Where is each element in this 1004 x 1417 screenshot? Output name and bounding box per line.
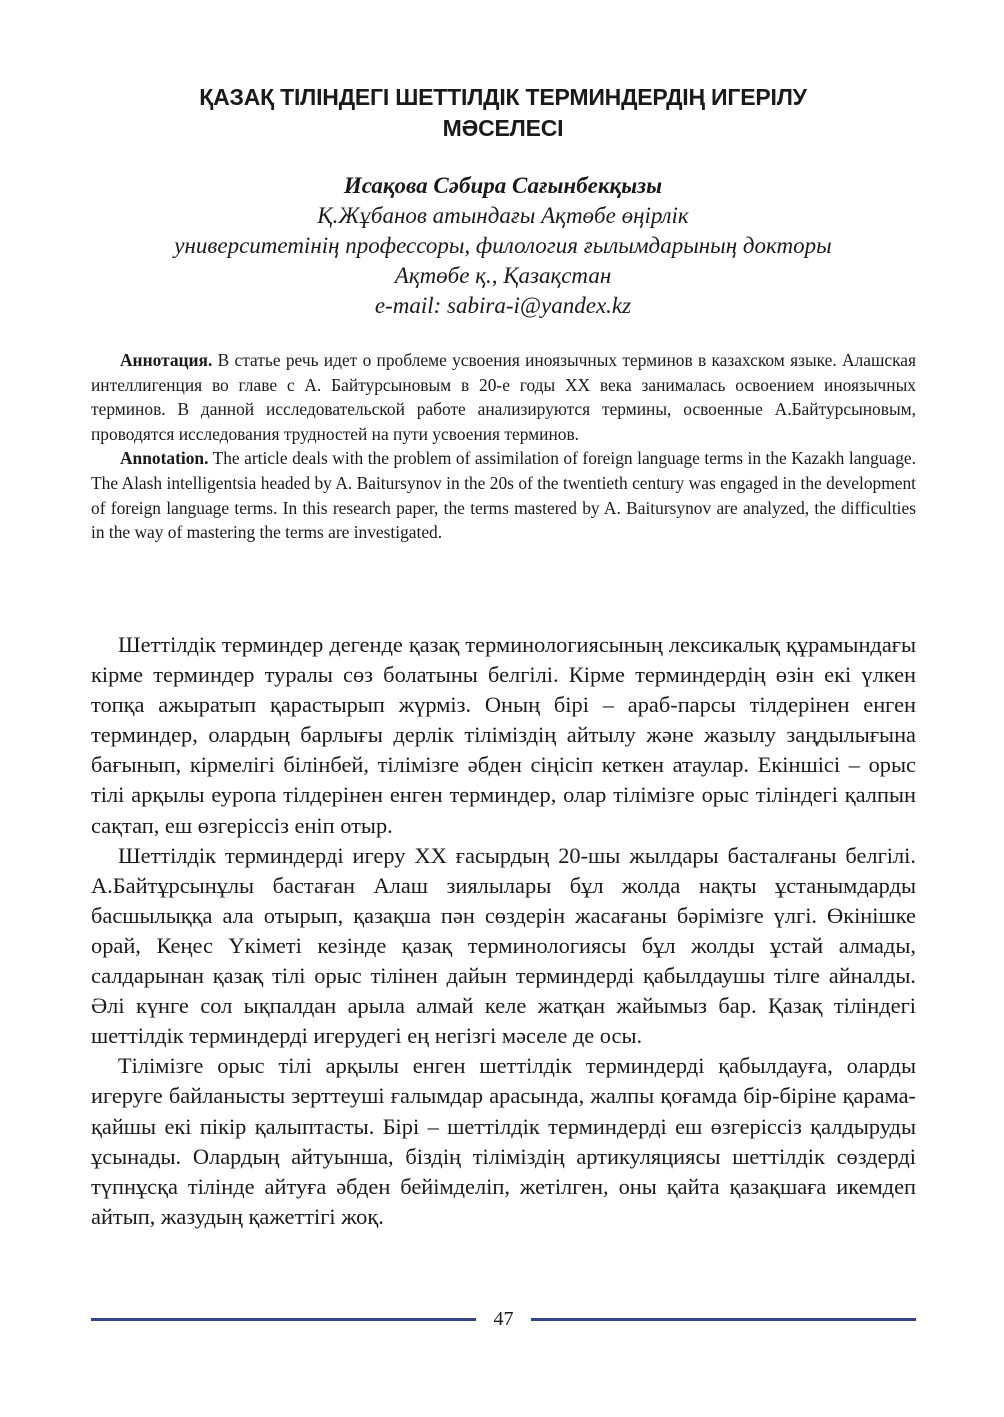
footer-rule-right bbox=[531, 1318, 916, 1321]
body-paragraph-3: Тілімізге орыс тілі арқылы енген шеттілдік терминдерді қабылдауға, оларды игеруге байланысты зерттеуші ғалымдар арасында, жалпы қоғамда бір-біріне қарама-қайшы екі пікір қалыптасты. Бірі – шеттілдік терминдерді еш өзгеріссіз қалдыруды ұсынады. Олардың айтуынша, біздің тіліміздің артикуляциясы шеттілдік сөздерді түпнұсқа тілінде айтуға әбден бейімделіп, жетілген, оны қайта қазақшаға икемдеп айтып, жазудың қажеттігі жоқ. bbox=[91, 1053, 916, 1229]
body-paragraph-1: Шеттілдік терминдер дегенде қазақ терминологиясының лексикалық құрамындағы кірме терминдер туралы сөз болатыны белгілі. Кірме терминдердің өзін екі үлкен топқа ажыратып қарастырып жүрміз. Оның бірі – араб-парсы тілдерінен енген терминдер, олардың барлығы дерлік тіліміздің айтылу және жазылу заңдылығына бағынып, кірмелігі білінбей, тілімізге әбден сіңісіп кеткен атаулар. Екіншісі – орыс тілі арқылы еуропа тілдерінен енген терминдер, олар тілімізге орыс тіліндегі қалпын сақтап, еш өзгеріссіз еніп отыр. bbox=[91, 632, 916, 838]
article-title-line-2: МӘСЕЛЕСІ bbox=[442, 115, 564, 141]
abstract-english bbox=[91, 446, 916, 544]
abstract-russian-text: В статье речь идет о проблеме усвоения иноязычных терминов в казахском языке. Алашская интеллигенция во главе с А. Байтурсыновым в 20-е годы ХХ века занималась освоением иноязычных терминов. В данной исследовательской работе анализируются термины, освоенные А.Байтурсыновым, проводятся исследования трудностей на пути усвоения терминов. bbox=[91, 350, 916, 444]
abstract-russian-label: Аннотация. bbox=[120, 350, 213, 370]
author-affiliation-line-2: университетінің профессоры, филология ғылымдарының докторы bbox=[174, 233, 832, 258]
abstracts-section bbox=[91, 348, 916, 545]
footer-rule-left bbox=[91, 1318, 476, 1321]
author-email: e-mail: sabira-i@yandex.kz bbox=[374, 293, 632, 318]
article-title-line-1: ҚАЗАҚ ТІЛІНДЕГІ ШЕТТІЛДІК ТЕРМИНДЕРДІҢ ИГЕРІЛУ bbox=[199, 84, 807, 110]
author-affiliation-line-1: Қ.Жұбанов атындағы Ақтөбе өңірлік bbox=[317, 203, 689, 228]
author-block bbox=[90, 171, 916, 321]
article-body bbox=[91, 630, 916, 1232]
page-number: 47 bbox=[493, 1308, 514, 1330]
abstract-russian bbox=[91, 348, 916, 446]
author-location: Ақтөбе қ., Қазақстан bbox=[394, 263, 612, 288]
abstract-english-text: The article deals with the problem of assimilation of foreign language terms in the Kazakh language. The Alash intelligentsia headed by A. Baitursynov in the 20s of the twentieth century was engaged in the development of foreign language terms. In this research paper, the terms mastered by A. Baitursynov are analyzed, the difficulties in the way of mastering the terms are investigated. bbox=[91, 448, 916, 543]
abstract-english-label: Annotation. bbox=[120, 448, 209, 469]
article-title bbox=[90, 82, 916, 144]
body-paragraph-2: Шеттілдік терминдерді игеру ХХ ғасырдың 20-шы жылдары басталғаны белгілі. А.Байтұрсынұлы бастаған Алаш зиялылары бұл жолда нақты ұстанымдарды басшылыққа ала отырып, қазақша пән сөздерін жасағаны бәрімізге үлгі. Өкінішке орай, Кеңес Үкіметі кезінде қазақ терминологиясы бұл жолды ұстай алмады, салдарынан қазақ тілі орыс тілінен дайын терминдерді қабылдаушы тілге айналды. Әлі күнге сол ықпалдан арыла алмай келе жатқан жайымыз бар. Қазақ тіліндегі шеттілдік терминдерді игерудегі ең негізгі мәселе де осы. bbox=[91, 842, 916, 1049]
author-name: Исақова Сәбира Сағынбекқызы bbox=[343, 173, 663, 198]
